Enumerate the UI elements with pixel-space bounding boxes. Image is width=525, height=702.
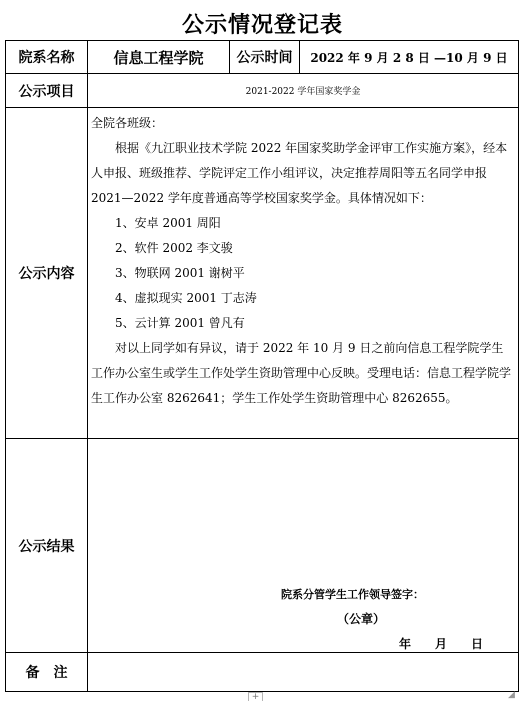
content-paragraph: 根据《九江职业技术学院 2022 年国家奖助学金评审工作实施方案》，经本人申报、班级推荐、学院评定工作小组评议，决定推荐周阳等五名同学申报 2021—2022 学年度普通高等学校国家奖学金。具体情况如下： (91, 141, 508, 205)
publicity-time-value: 2022 年 9 月 2 8 日 —10 月 9 日 (310, 50, 508, 65)
list-item: 5、云计算 2001 曾凡有 (115, 316, 245, 330)
list-item: 3、物联网 2001 谢树平 (115, 266, 245, 280)
table-resize-handle[interactable]: + (248, 692, 263, 701)
list-item: 4、虚拟现实 2001 丁志涛 (115, 291, 257, 305)
leader-signature-line: 院系分管学生工作领导签字： (281, 588, 424, 601)
table-corner-grip-icon[interactable]: ◢ (508, 690, 515, 700)
publicity-content-body (91, 111, 511, 411)
remark-value[interactable] (88, 653, 518, 691)
content-paragraph: 对以上同学如有异议，请于 2022 年 10 月 9 日之前向信息工程学院学生工作办公室生或学生工作处学生资助管理中心反映。受理电话：信息工程学院学生工作办公室 8262641；学生工作处学生资助管理中心 8262655。 (91, 341, 512, 405)
nominee-list (91, 211, 511, 336)
publicity-content-label: 公示内容 (18, 266, 75, 282)
greeting: 全院各班级： (91, 116, 164, 130)
signature-date: 年 月 日 (399, 637, 484, 651)
publicity-time-label: 公示时间 (236, 50, 293, 66)
table-border (87, 40, 88, 692)
publicity-result-label: 公示结果 (18, 538, 75, 555)
list-item: 1、安卓 2001 周阳 (115, 216, 221, 230)
dept-name-label: 院系名称 (18, 50, 75, 66)
publicity-project-value: 2021-2022 学年国家奖学金 (245, 87, 361, 97)
list-item: 2、软件 2002 李文骏 (115, 241, 233, 255)
publicity-project-label: 公示项目 (18, 83, 75, 100)
remark-label: 备 注 (25, 665, 68, 681)
dept-name-value: 信息工程学院 (113, 48, 204, 67)
table-border (518, 40, 519, 692)
form-title: 公示情况登记表 (181, 12, 343, 38)
official-seal-label: （公章） (337, 612, 386, 626)
registration-table (5, 40, 519, 692)
